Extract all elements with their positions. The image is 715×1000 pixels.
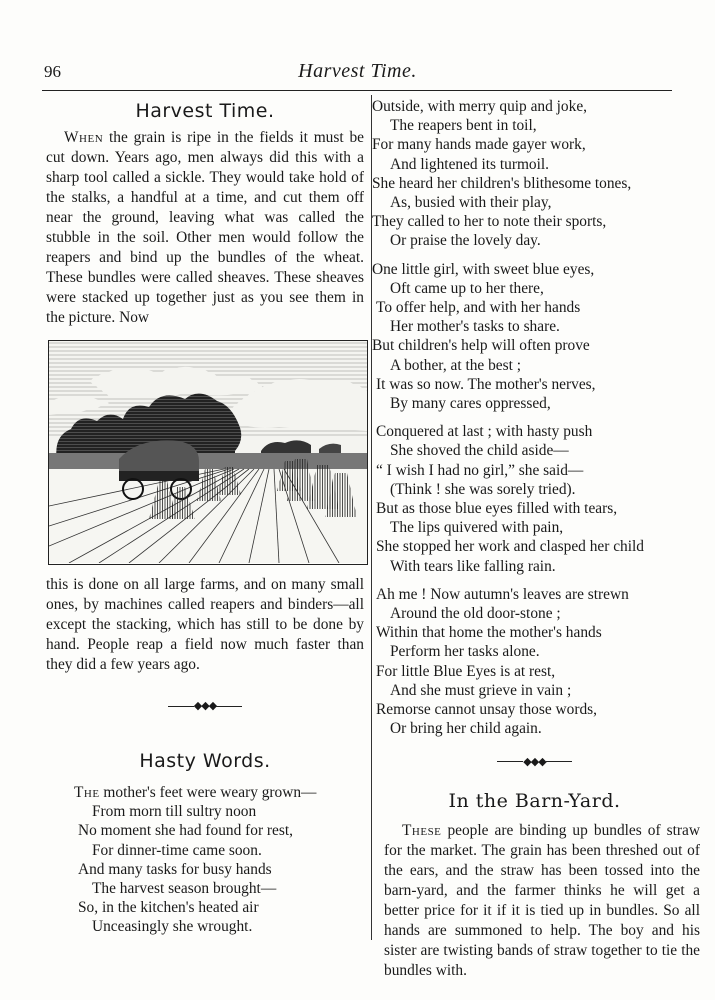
hasty-title: Hasty Words. — [139, 750, 271, 772]
poem-line: Perform her tasks alone. — [390, 643, 540, 661]
harvest-text-1: the grain is ripe in the fields it must be cut down. Years ago, men always did this with a sharp tool called a sickle. They would take hold of the stalks, a handful at a time, and cut them off near the ground, leaving what was called the stubble in the soil. Other men would follow the reapers and bind up the bundles of the wheat. These bundles were called sheaves. These sheaves were stacked up together just as you see them in the picture. Now — [46, 129, 364, 326]
harvest-paragraph-1 — [46, 128, 364, 328]
poem-stanza — [372, 585, 697, 739]
poem-line: (Think ! she was sorely tried). — [390, 480, 576, 498]
harvest-title: Harvest Time. — [135, 100, 275, 122]
poem-line: For little Blue Eyes is at rest, — [376, 662, 556, 680]
barn-text: people are binding up bundles of straw for the market. The grain has been threshed out of the ears, and the straw has been tossed into the barn-yard, and the farmer thinks he will get a better price for it if it is tied up in bundles. So all hands are summoned to help. The boy and his sister are twisting bands of straw together to tie the bundles with. — [384, 821, 700, 979]
poem-line: For dinner-time came soon. — [92, 841, 262, 859]
poem-line: She stopped her work and clasped her child — [376, 538, 644, 556]
harvest-illustration — [48, 340, 368, 565]
poem-line: The reapers bent in toil, — [390, 117, 537, 135]
left-column — [46, 94, 364, 937]
poem-line: She heard her children's blithesome tones, — [372, 174, 632, 192]
poem-line: No moment she had found for rest, — [78, 822, 293, 840]
poem-line: So, in the kitchen's heated air — [78, 899, 259, 917]
page-number: 96 — [44, 62, 61, 81]
poem-line: Unceasingly she wrought. — [92, 918, 253, 936]
poem-line: Around the old door-stone ; — [390, 605, 561, 623]
hasty-lead-word: The — [74, 784, 100, 801]
poem-line: mother's feet were weary grown— — [99, 784, 317, 801]
barn-lead-word: These — [402, 821, 442, 839]
poem-line: Ah me ! Now autumn's leaves are strewn — [376, 585, 629, 603]
poem-line: And many tasks for busy hands — [78, 860, 272, 878]
poem-line: They called to her to note their sports, — [372, 213, 607, 231]
barn-title: In the Barn-Yard. — [448, 789, 621, 812]
poem-line: For many hands made gayer work, — [372, 136, 586, 154]
poem-line: Or bring her child again. — [390, 720, 542, 738]
running-head: Harvest Time. — [298, 60, 417, 82]
poem-line: To offer help, and with her hands — [376, 299, 581, 317]
poem-stanza — [372, 260, 697, 414]
poem-line: With tears like falling rain. — [390, 557, 556, 575]
section-separator: ◆◆◆ — [46, 691, 364, 721]
poem-line: Or praise the lovely day. — [390, 232, 541, 250]
hasty-poem-continued — [372, 97, 697, 739]
poem-line: The lips quivered with pain, — [390, 519, 564, 537]
poem-line: Remorse cannot unsay those words, — [376, 701, 597, 719]
poem-line: But as those blue eyes filled with tears, — [376, 500, 618, 518]
poem-line: As, busied with their play, — [390, 194, 552, 212]
poem-line: “ I wish I had no girl,” she said— — [376, 461, 584, 479]
poem-line: From morn till sultry noon — [92, 803, 257, 821]
header-rule — [42, 90, 672, 91]
poem-line: By many cares oppressed, — [390, 395, 551, 413]
harvest-field-engraving — [49, 341, 367, 563]
harvest-article-continued — [46, 575, 364, 675]
poem-line: It was so now. The mother's nerves, — [376, 375, 596, 393]
barn-article — [384, 821, 700, 981]
section-separator: ◆◆◆ — [372, 747, 697, 777]
right-column — [372, 97, 700, 981]
poem-line: Her mother's tasks to share. — [390, 318, 560, 336]
poem-stanza — [372, 97, 697, 251]
hasty-poem-start — [74, 783, 364, 937]
poem-line: She shoved the child aside— — [390, 442, 569, 460]
poem-line: Outside, with merry quip and joke, — [372, 98, 588, 115]
poem-line: And she must grieve in vain ; — [390, 681, 572, 699]
poem-line: Conquered at last ; with hasty push — [376, 423, 593, 441]
poem-line: But children's help will often prove — [372, 337, 590, 355]
barn-paragraph — [384, 821, 700, 981]
harvest-article — [46, 128, 364, 328]
poem-line: The harvest season brought— — [92, 880, 277, 898]
poem-line: And lightened its turmoil. — [390, 155, 550, 173]
harvest-paragraph-2: this is done on all large farms, and on many small ones, by machines called reapers and binders—all except the stacking, which has still to be done by hand. People reap a field now much faster than they did a few years ago. — [46, 576, 364, 673]
poem-line: One little girl, with sweet blue eyes, — [372, 260, 595, 278]
poem-line: Within that home the mother's hands — [376, 624, 602, 642]
poem-line: Oft came up to her there, — [390, 279, 544, 297]
harvest-lead-word: When — [64, 129, 104, 146]
poem-stanza — [372, 422, 697, 576]
poem-line: A bother, at the best ; — [390, 356, 522, 374]
